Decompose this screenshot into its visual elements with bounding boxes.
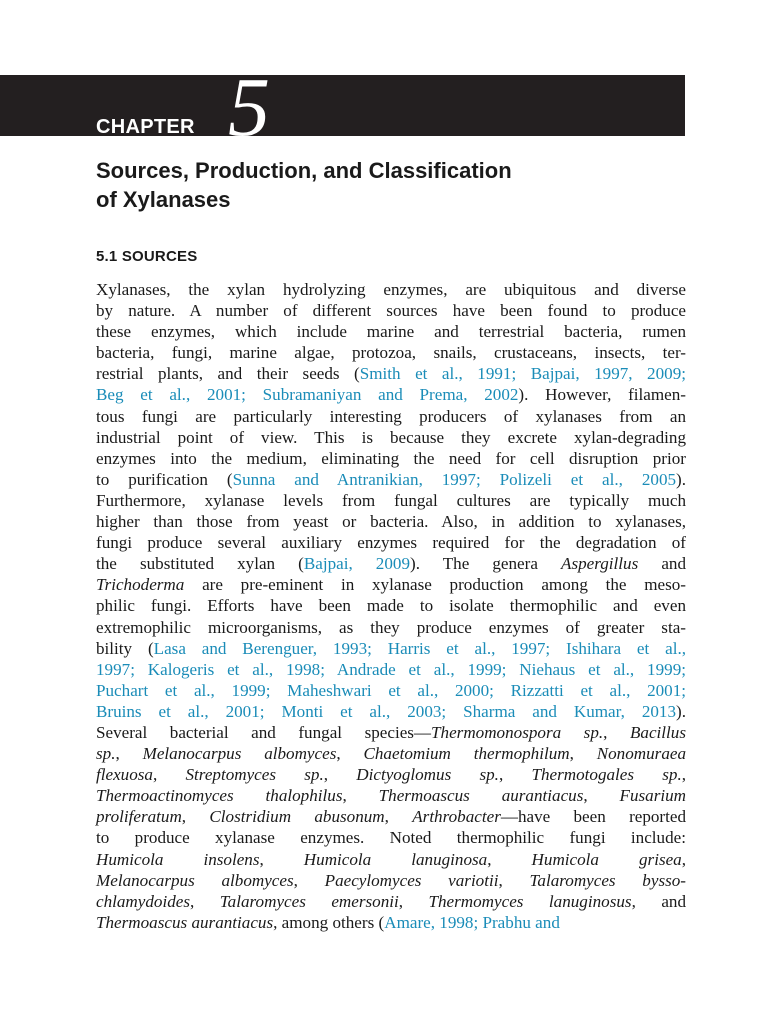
italic-term: Melanocarpus albomyces bbox=[142, 744, 337, 764]
citation-link[interactable]: 1997; Kalogeris et al., 1998; Andrade et al., 1999; Niehaus et al., 1999; bbox=[96, 659, 686, 679]
text-run: , bbox=[293, 870, 325, 890]
italic-term: Humicola lanuginosa bbox=[303, 849, 488, 869]
text-run: industrial point of view. This is because they excrete xylan-degrading bbox=[96, 427, 686, 447]
text-run: , bbox=[681, 849, 687, 869]
text-run: and bbox=[638, 554, 686, 574]
text-run: , bbox=[487, 849, 532, 869]
italic-term: Thermomonospora sp. bbox=[431, 722, 604, 742]
body-line bbox=[96, 300, 686, 321]
body-paragraph bbox=[96, 279, 686, 933]
citation-link[interactable]: Bruins et al., 2001; Monti et al., 2003; Sharma and Kumar, 2013 bbox=[96, 701, 677, 721]
body-line bbox=[96, 764, 686, 785]
body-line bbox=[96, 785, 686, 806]
body-line bbox=[96, 743, 686, 764]
body-line bbox=[96, 490, 686, 511]
text-run: the substituted xylan ( bbox=[96, 554, 304, 574]
text-run: Several bacterial and fungal species— bbox=[96, 722, 432, 742]
text-run: , bbox=[115, 744, 143, 764]
text-run: these enzymes, which include marine and terrestrial bacteria, rumen bbox=[96, 322, 686, 342]
italic-term: Thermomyces lanuginosus bbox=[428, 891, 632, 911]
text-run: bacteria, fungi, marine algae, protozoa, snails, crustaceans, insects, ter- bbox=[96, 343, 686, 363]
body-line bbox=[96, 406, 686, 427]
text-run: ). However, filamen- bbox=[518, 385, 687, 405]
body-line bbox=[96, 849, 686, 870]
text-run: , bbox=[181, 807, 210, 827]
body-line bbox=[96, 553, 686, 574]
text-run: Furthermore, xylanase levels from fungal cultures are typically much bbox=[96, 490, 686, 510]
text-run: enzymes into the medium, eliminating the need for cell disruption prior bbox=[96, 448, 686, 468]
text-run: , bbox=[583, 786, 620, 806]
italic-term: Trichoderma bbox=[96, 575, 185, 595]
body-line bbox=[96, 659, 686, 680]
text-run: , bbox=[498, 870, 530, 890]
citation-link[interactable]: Beg et al., 2001; Subramaniyan and Prema, 2002 bbox=[96, 385, 519, 405]
italic-term: Thermoascus aurantiacus bbox=[378, 786, 584, 806]
citation-link[interactable]: Amare, 1998; Prabhu and bbox=[384, 912, 560, 932]
italic-term: Talaromyces emersonii bbox=[219, 891, 399, 911]
italic-term: Arthrobacter bbox=[412, 807, 501, 827]
text-run: ). bbox=[676, 701, 686, 721]
citation-link[interactable]: Puchart et al., 1999; Maheshwari et al., 2000; Rizzatti et al., 2001; bbox=[96, 680, 686, 700]
body-line bbox=[96, 511, 686, 532]
text-run: , bbox=[342, 786, 379, 806]
italic-term: flexuosa bbox=[96, 765, 153, 785]
body-line bbox=[96, 574, 686, 595]
italic-term: Chaetomium thermophilum bbox=[363, 744, 570, 764]
citation-link[interactable]: Sunna and Antranikian, 1997; Polizeli et al., 2005 bbox=[232, 469, 677, 489]
italic-term: Thermoactinomyces thalophilus bbox=[96, 786, 343, 806]
text-run: , bbox=[603, 722, 630, 742]
body-line bbox=[96, 448, 686, 469]
text-run: , bbox=[498, 765, 532, 785]
body-line bbox=[96, 279, 686, 300]
text-run: tous fungi are particularly interesting producers of xylanases from an bbox=[96, 406, 686, 426]
body-line bbox=[96, 638, 686, 659]
body-line bbox=[96, 469, 686, 490]
italic-term: Aspergillus bbox=[561, 554, 639, 574]
italic-term: sp. bbox=[96, 744, 116, 764]
italic-term: Talaromyces bysso- bbox=[529, 870, 686, 890]
body-line bbox=[96, 891, 686, 912]
italic-term: Humicola insolens bbox=[96, 849, 260, 869]
italic-term: Clostridium abusonum bbox=[209, 807, 385, 827]
body-line bbox=[96, 384, 686, 405]
citation-link[interactable]: Lasa and Berenguer, 1993; Harris et al., 1997; Ishihara et al., bbox=[153, 638, 686, 658]
body-line bbox=[96, 595, 686, 616]
chapter-title-line: Sources, Production, and Classification bbox=[96, 158, 512, 183]
text-run: , bbox=[398, 891, 429, 911]
text-run: , bbox=[569, 744, 597, 764]
text-run: extremophilic microorganisms, as they produce enzymes of greater sta- bbox=[96, 617, 686, 637]
body-line bbox=[96, 532, 686, 553]
body-line bbox=[96, 722, 686, 743]
text-run: Xylanases, the xylan hydrolyzing enzymes, are ubiquitous and diverse bbox=[96, 280, 686, 299]
italic-term: proliferatum bbox=[96, 807, 182, 827]
italic-term: Paecylomyces variotii bbox=[324, 870, 499, 890]
italic-term: Fusarium bbox=[619, 786, 687, 806]
body-line bbox=[96, 827, 686, 848]
italic-term: Thermotogales sp. bbox=[531, 765, 682, 785]
italic-term: Thermoascus aurantiacus bbox=[96, 912, 274, 932]
body-line bbox=[96, 912, 686, 933]
text-run: , bbox=[190, 891, 220, 911]
chapter-label: CHAPTER bbox=[96, 116, 195, 138]
body-line bbox=[96, 321, 686, 342]
text-run: , bbox=[152, 765, 186, 785]
chapter-title-line: of Xylanases bbox=[96, 187, 231, 212]
body-line bbox=[96, 617, 686, 638]
italic-term: Streptomyces sp. bbox=[185, 765, 324, 785]
citation-link[interactable]: Bajpai, 2009 bbox=[303, 554, 410, 574]
section-heading: 5.1 SOURCES bbox=[96, 248, 198, 265]
text-run: fungi produce several auxiliary enzymes required for the degradation of bbox=[96, 533, 686, 553]
italic-term: chlamydoides bbox=[96, 891, 190, 911]
text-run: ). bbox=[676, 469, 687, 489]
text-run: , among others ( bbox=[273, 912, 385, 932]
text-run: philic fungi. Efforts have been made to isolate thermophilic and even bbox=[96, 596, 686, 616]
text-run: are pre-eminent in xylanase production among the meso- bbox=[184, 575, 686, 595]
italic-term: Humicola grisea bbox=[531, 849, 682, 869]
citation-link[interactable]: Smith et al., 1991; Bajpai, 1997, 2009; bbox=[359, 364, 686, 384]
text-run: by nature. A number of different sources have been found to produce bbox=[96, 301, 686, 321]
text-run: , bbox=[384, 807, 413, 827]
body-line bbox=[96, 806, 686, 827]
text-run: to produce xylanase enzymes. Noted thermophilic fungi include: bbox=[96, 828, 686, 848]
body-line bbox=[96, 342, 686, 363]
italic-term: Melanocarpus albomyces bbox=[96, 870, 294, 890]
text-run: , bbox=[323, 765, 357, 785]
text-run: —have been reported bbox=[500, 807, 687, 827]
italic-term: Dictyoglomus sp. bbox=[356, 765, 499, 785]
text-run: , bbox=[336, 744, 364, 764]
text-run: restrial plants, and their seeds ( bbox=[96, 364, 360, 384]
body-line bbox=[96, 680, 686, 701]
body-line bbox=[96, 363, 686, 384]
text-run: , and bbox=[631, 891, 686, 911]
text-run: , bbox=[259, 849, 304, 869]
chapter-number: 5 bbox=[228, 61, 270, 154]
text-run: ). The genera bbox=[410, 554, 561, 574]
body-line bbox=[96, 427, 686, 448]
italic-term: Nonomuraea bbox=[596, 744, 687, 764]
text-run: higher than those from yeast or bacteria. Also, in addition to xylanases, bbox=[96, 512, 686, 532]
text-run: bility ( bbox=[96, 638, 154, 658]
chapter-title bbox=[96, 156, 696, 214]
text-run: , bbox=[681, 765, 687, 785]
text-run: to purification ( bbox=[96, 469, 233, 489]
body-line bbox=[96, 701, 686, 722]
body-line bbox=[96, 870, 686, 891]
italic-term: Bacillus bbox=[629, 722, 686, 742]
